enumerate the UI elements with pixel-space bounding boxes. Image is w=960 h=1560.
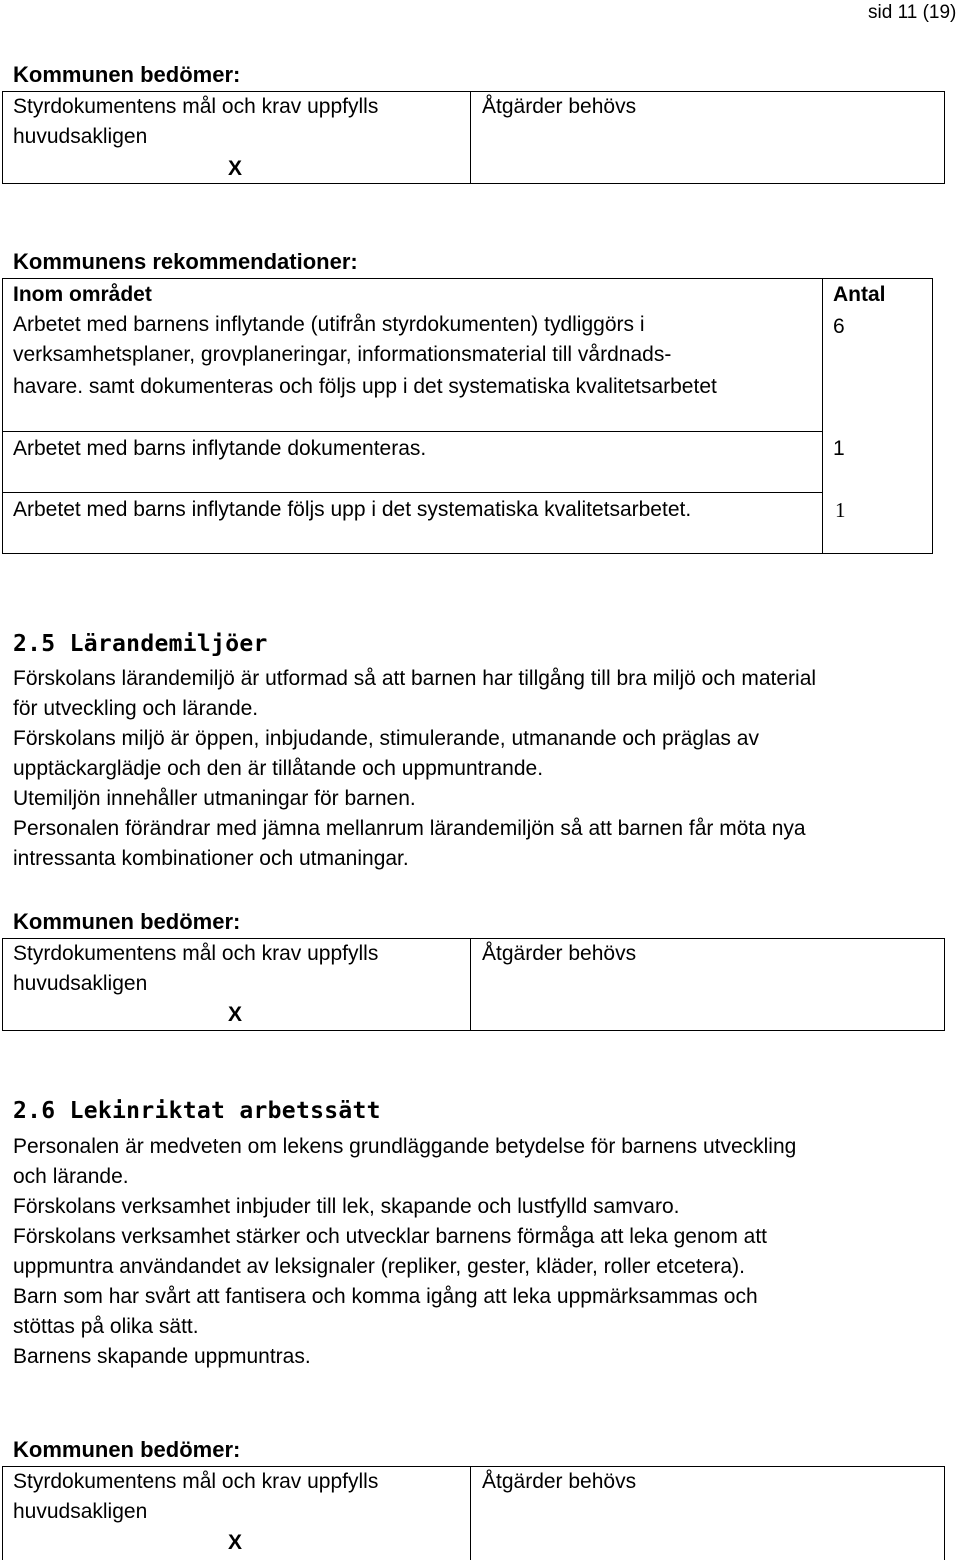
- section-title: 2.6 Lekinriktat arbetssätt: [13, 1098, 381, 1124]
- assessment-heading: Kommunen bedömer:: [13, 1437, 241, 1462]
- recommendation-row-3-count: 1: [835, 498, 846, 522]
- goals-met-label: Styrdokumentens mål och krav uppfylls: [13, 942, 379, 965]
- paragraph-line: stöttas på olika sätt.: [13, 1315, 199, 1338]
- action-needed-label: Åtgärder behövs: [482, 1470, 637, 1493]
- paragraph-line: intressanta kombinationer och utmaningar.: [13, 847, 409, 870]
- paragraph-line: Utemiljön innehåller utmaningar för barnen.: [13, 787, 416, 810]
- action-needed-label: Åtgärder behövs: [482, 942, 637, 965]
- recommendation-row-1-count: 6: [833, 315, 845, 338]
- selected-mark: X: [228, 1003, 243, 1026]
- row-divider: [2, 492, 822, 493]
- col-count-header: Antal: [833, 283, 886, 306]
- paragraph-line: uppmuntra användandet av leksignaler (repliker, gester, kläder, roller etcetera).: [13, 1255, 745, 1278]
- goals-met-label: Styrdokumentens mål och krav uppfylls: [13, 95, 379, 118]
- recommendation-row-2-count: 1: [833, 437, 845, 460]
- recommendation-row-1-line-3: havare. samt dokumenteras och följs upp i det systematiska kvalitetsarbetet: [13, 375, 717, 398]
- paragraph-line: Förskolans lärandemiljö är utformad så att barnen har tillgång till bra miljö och material: [13, 667, 817, 690]
- goals-met-label-line2: huvudsakligen: [13, 125, 148, 148]
- recommendation-row-3: Arbetet med barns inflytande följs upp i det systematiska kvalitetsarbetet.: [13, 498, 692, 521]
- paragraph-line: för utveckling och lärande.: [13, 697, 259, 720]
- recommendations-heading: Kommunens rekommendationer:: [13, 249, 358, 274]
- paragraph-line: Förskolans verksamhet inbjuder till lek, skapande och lustfylld samvaro.: [13, 1195, 680, 1218]
- paragraph-line: upptäckarglädje och den är tillåtande och uppmuntrande.: [13, 757, 544, 780]
- assessment-heading: Kommunen bedömer:: [13, 909, 241, 934]
- col-area-header: Inom området: [13, 283, 152, 306]
- goals-met-label-line2: huvudsakligen: [13, 972, 148, 995]
- paragraph-line: Förskolans miljö är öppen, inbjudande, stimulerande, utmanande och präglas av: [13, 727, 759, 750]
- recommendation-row-2: Arbetet med barns inflytande dokumenteras.: [13, 437, 427, 460]
- action-needed-label: Åtgärder behövs: [482, 95, 637, 118]
- selected-mark: X: [228, 157, 243, 180]
- assessment-heading: Kommunen bedömer:: [13, 62, 241, 87]
- table-divider: [470, 1466, 471, 1560]
- paragraph-line: Personalen är medveten om lekens grundläggande betydelse för barnens utveckling: [13, 1135, 797, 1158]
- selected-mark: X: [228, 1531, 243, 1554]
- paragraph-line: Förskolans verksamhet stärker och utvecklar barnens förmåga att leka genom att: [13, 1225, 768, 1248]
- section-title: 2.5 Lärandemiljöer: [13, 631, 268, 657]
- paragraph-line: Barnens skapande uppmuntras.: [13, 1345, 311, 1368]
- paragraph-line: Barn som har svårt att fantisera och komma igång att leka uppmärksammas och: [13, 1285, 758, 1308]
- recommendation-row-1-line-2: verksamhetsplaner, grovplaneringar, informationsmaterial till vårdnads-: [13, 343, 672, 366]
- page-number: sid 11 (19): [868, 2, 957, 23]
- row-divider: [2, 431, 822, 432]
- paragraph-line: Personalen förändrar med jämna mellanrum lärandemiljön så att barnen får möta nya: [13, 817, 806, 840]
- goals-met-label-line2: huvudsakligen: [13, 1500, 148, 1523]
- table-divider: [470, 938, 471, 1031]
- recommendation-row-1-line-1: Arbetet med barnens inflytande (utifrån styrdokumenten) tydliggörs i: [13, 313, 645, 336]
- table-divider: [822, 278, 823, 554]
- goals-met-label: Styrdokumentens mål och krav uppfylls: [13, 1470, 379, 1493]
- table-divider: [470, 91, 471, 184]
- paragraph-line: och lärande.: [13, 1165, 129, 1188]
